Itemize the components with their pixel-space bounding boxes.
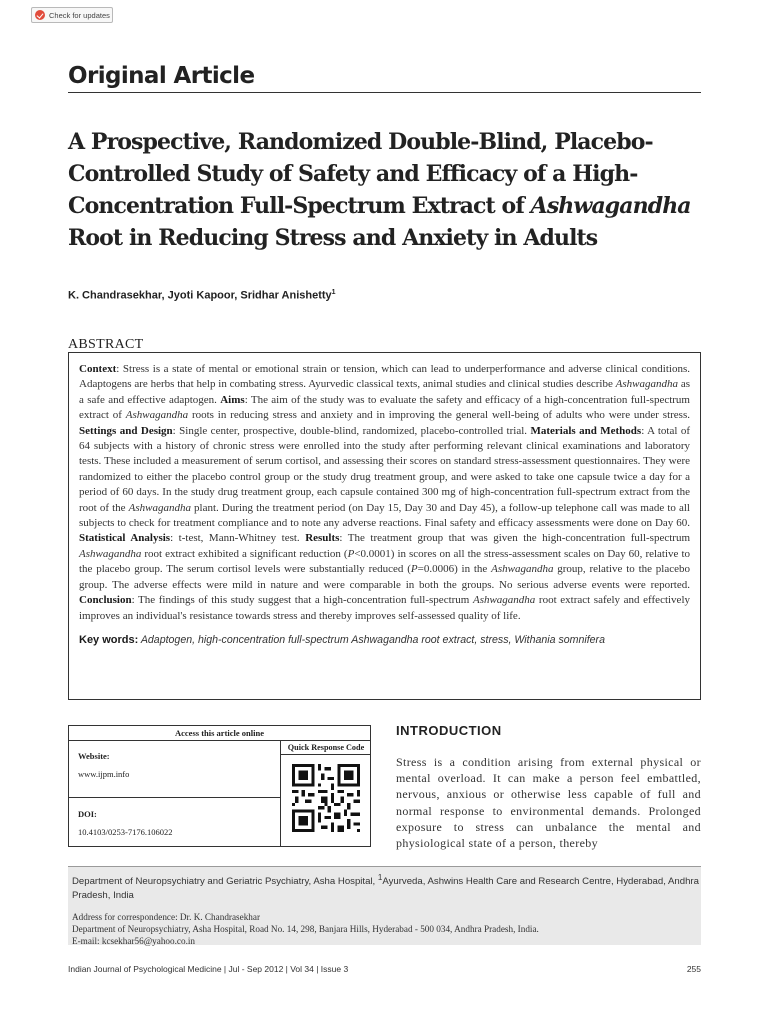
journal-citation: Indian Journal of Psychological Medicine | Jul - Sep 2012 | Vol 34 | Issue 3 <box>68 964 349 974</box>
keywords-text: Adaptogen, high-concentration full-spectrum Ashwagandha root extract, stress, Withania somnifera <box>138 633 605 646</box>
conclusion-label: Conclusion <box>79 594 132 607</box>
doi-label: DOI: <box>78 809 97 819</box>
context-text-end: as a safe and effective adaptogen. <box>79 378 690 406</box>
results-label: Results <box>305 532 340 545</box>
title-line-4: Root in Reducing Stress and Anxiety in Adults <box>68 225 598 251</box>
correspondence-label: Address for correspondence: <box>72 912 178 923</box>
page-footer <box>68 964 701 974</box>
settings-text: : Single center, prospective, double-blind, randomized, placebo-controlled trial. <box>172 424 531 437</box>
qr-label: Quick Response Code <box>281 741 371 755</box>
results-text-b: root extract exhibited a significant reduction ( <box>141 547 348 560</box>
page-number: 255 <box>686 964 701 974</box>
affiliation-mark: 1 <box>377 873 383 882</box>
abstract-box <box>68 352 701 700</box>
affiliation-box <box>68 866 701 945</box>
email-address[interactable]: E-mail: kcsekhar56@yahoo.co.in <box>72 936 196 947</box>
article-type-heading: Original Article <box>68 63 701 93</box>
context-italic: Ashwagandha <box>615 378 679 391</box>
check-for-updates-label: Check for updates <box>49 10 110 20</box>
department-text: Department of Neuropsychiatry and Geriatric Psychiatry, Asha Hospital, <box>72 876 378 888</box>
title-line-3: Concentration Full-Spectrum Extract of <box>68 193 531 219</box>
stats-text: : t-test, Mann-Whitney test. <box>170 532 306 545</box>
department-affiliation <box>72 871 701 903</box>
access-info <box>69 741 281 847</box>
results-p-1: P <box>347 547 355 560</box>
aims-text: : The aim of the study was to evaluate the safety and efficacy of a high-concentration full-spectrum extract of <box>79 393 690 422</box>
results-p-2: P <box>410 563 418 576</box>
methods-label: Materials and Methods <box>530 424 642 437</box>
conclusion-text-end: root extract safely and effectively improves an individual's resistance towards stress and thereby improves self-assessed quality of life. <box>79 594 690 622</box>
keywords-label: Key words: <box>79 633 139 646</box>
qr-section <box>281 741 371 847</box>
aims-italic: Ashwagandha <box>125 409 189 422</box>
results-italic-1: Ashwagandha <box>79 547 142 560</box>
postal-address: Department of Neuropsychiatry, Asha Hospital, Road No. 14, 298, Banjara Hills, Hyderabad - 500 034, Andhra Pradesh, India. <box>72 924 539 935</box>
results-text-d: =0.0006) in the <box>417 563 492 576</box>
access-article-box <box>68 725 371 847</box>
context-text: : Stress is a state of mental or emotional strain or tension, which can lead to underperformance and adverse clinical conditions. Adaptogens are herbs that help in combating stress. Ayurvedic classical texts, animal studies and clinical studies describe <box>79 363 690 391</box>
keywords <box>79 634 690 646</box>
methods-text-end: plant. During the treatment period (on Day 15, Day 30 and Day 45), a follow-up telephone call was made to all subjects to check for treatment compliance and to note any adverse reactions. Final safety and efficacy assessments were done on Day 60. <box>79 501 690 530</box>
stats-label: Statistical Analysis <box>79 532 171 545</box>
check-updates-icon <box>35 10 45 20</box>
introduction-text: Stress is a condition arising from external physical or mental overload. It can make a person feel embattled, nervous, anxious or otherwise less capable of full and normal response to environmental demands. Prolonged exposure to stress can unbalance the mental and physiological state of a person, thereby <box>396 755 701 851</box>
settings-label: Settings and Design <box>79 424 173 437</box>
introduction-heading: INTRODUCTION <box>396 723 502 738</box>
website-section <box>69 741 280 798</box>
article-title <box>68 126 718 254</box>
title-line-2: Controlled Study of Safety and Efficacy of a High- <box>68 161 638 187</box>
conclusion-text: : The findings of this study suggest that a high-concentration full-spectrum <box>131 594 473 607</box>
correspondence-name: Dr. K. Chandrasekhar <box>177 912 261 923</box>
correspondence-address <box>72 911 701 947</box>
context-label: Context <box>79 363 117 375</box>
abstract-heading: ABSTRACT <box>68 337 144 352</box>
title-italic-ashwagandha: Ashwagandha <box>530 193 691 219</box>
methods-italic: Ashwagandha <box>128 501 191 514</box>
department-text-b: Ayurveda, Ashwins Health Care and Research Centre, Hyderabad, Andhra Pradesh, India <box>72 876 699 902</box>
results-text-c: <0.0001) in scores on all the stress-assessment scales on Day 60, relative to the placebo group. The serum cortisol levels were substantially reduced ( <box>79 547 690 576</box>
website-link[interactable]: www.ijpm.info <box>78 769 130 779</box>
conclusion-italic: Ashwagandha <box>472 594 536 607</box>
results-text-e: group, relative to the placebo group. The adverse effects were mild in nature and were comparable in both the groups. No serious adverse events were reported. <box>79 563 691 591</box>
author-names: K. Chandrasekhar, Jyoti Kapoor, Sridhar Anishetty <box>68 289 332 302</box>
results-italic-2: Ashwagandha <box>491 563 554 576</box>
aims-label: Aims <box>220 393 245 406</box>
doi-section <box>69 798 280 837</box>
check-for-updates-button[interactable] <box>31 7 113 23</box>
methods-text: : A total of 64 subjects with a history of chronic stress were enrolled into the study after performing relevant clinical examinations and laboratory tests. These included a measurement of serum cortisol, and assessing their scores on standard stress-assessment questionnaires. They were randomized to either the placebo control group or the study drug treatment group, and were asked to take one capsule twice a day for a period of 60 days. In the study drug treatment group, each capsule contained 300 mg of high-concentration full-spectrum extract from the root of the <box>79 424 690 514</box>
aims-text-end: roots in reducing stress and anxiety and in improving the general well-being of adults who were under stress. <box>188 409 690 422</box>
abstract-text <box>79 362 690 624</box>
title-line-1: A Prospective, Randomized Double-Blind, Placebo- <box>68 129 653 155</box>
author-affiliation-mark: 1 <box>331 289 336 296</box>
author-list <box>68 289 336 302</box>
qr-code-icon <box>292 764 360 832</box>
results-text: : The treatment group that was given the high-concentration full-spectrum <box>339 532 691 545</box>
website-label: Website: <box>78 751 110 761</box>
access-header: Access this article online <box>69 726 370 741</box>
doi-value[interactable]: 10.4103/0253-7176.106022 <box>78 827 173 837</box>
